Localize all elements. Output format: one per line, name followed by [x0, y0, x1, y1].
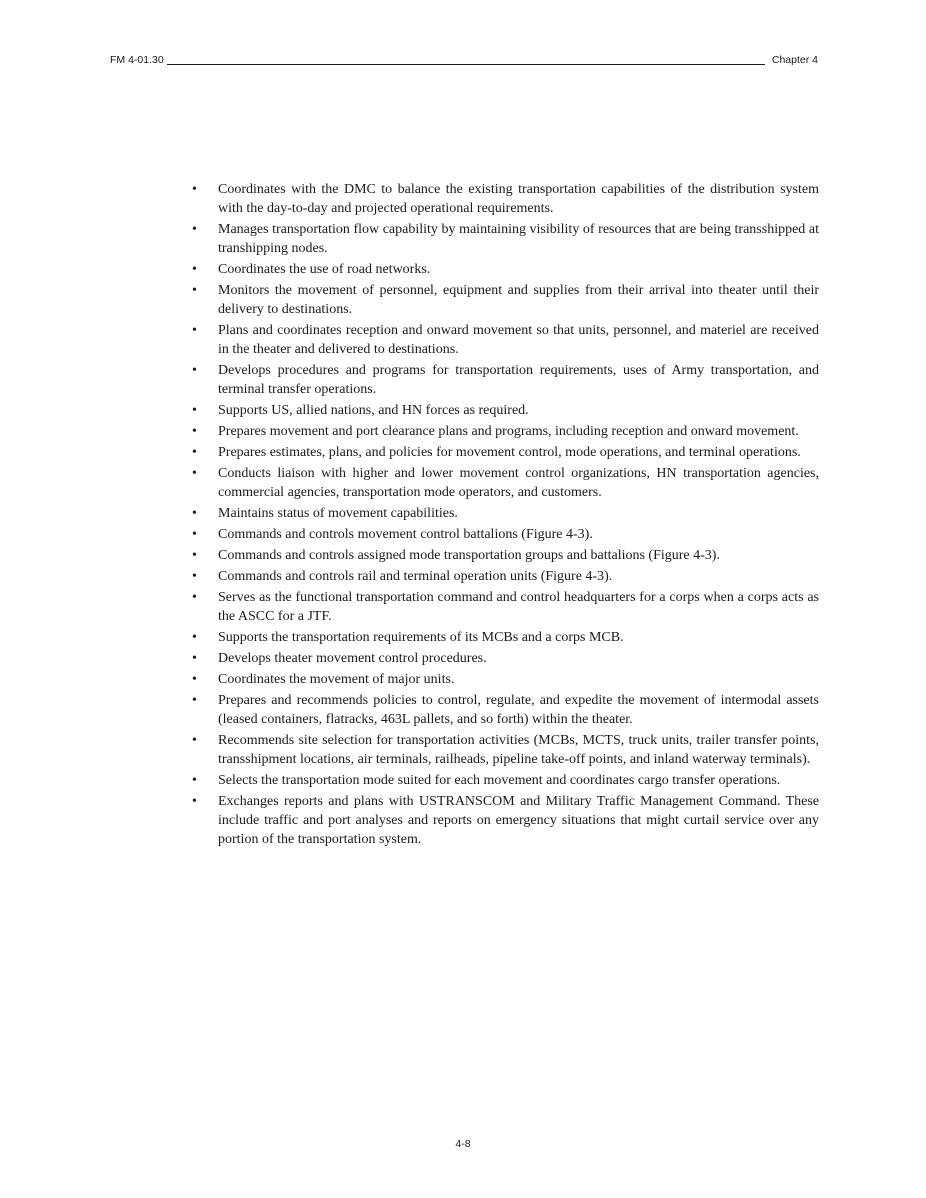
list-item-text: Commands and controls movement control battalions (Figure 4-3). [218, 527, 593, 542]
bullet-icon: • [192, 794, 197, 809]
list-item-text: Commands and controls rail and terminal operation units (Figure 4-3). [218, 569, 613, 584]
list-item-text: Prepares estimates, plans, and policies for movement control, mode operations, and terminal operations. [218, 445, 801, 460]
list-item-text: Monitors the movement of personnel, equipment and supplies from their arrival into theater until their delivery to destinations. [218, 283, 819, 317]
list-item-text: Prepares movement and port clearance plans and programs, including reception and onward movement. [218, 424, 799, 439]
list-item [189, 670, 819, 689]
bullet-icon: • [192, 323, 197, 338]
list-item-text: Manages transportation flow capability by maintaining visibility of resources that are being transshipped at transhipping nodes. [218, 222, 819, 256]
list-item [189, 361, 819, 399]
list-item [189, 525, 819, 544]
header-manual-number: FM 4-01.30 [110, 54, 164, 66]
bullet-icon: • [192, 733, 197, 748]
header-rule [167, 64, 765, 65]
bullet-icon: • [192, 548, 197, 563]
bullet-icon: • [192, 466, 197, 481]
bullet-icon: • [192, 569, 197, 584]
list-item-text: Serves as the functional transportation command and control headquarters for a corps when a corps acts as the ASCC for a JTF. [218, 590, 819, 624]
list-item [189, 546, 819, 565]
bullet-icon: • [192, 693, 197, 708]
list-item-text: Develops theater movement control procedures. [218, 651, 487, 666]
list-item-text: Supports the transportation requirements of its MCBs and a corps MCB. [218, 630, 624, 645]
list-item [189, 422, 819, 441]
list-item [189, 628, 819, 647]
header-chapter: Chapter 4 [771, 54, 818, 66]
bullet-icon: • [192, 363, 197, 378]
list-item-text: Supports US, allied nations, and HN forces as required. [218, 403, 529, 418]
list-item [189, 180, 819, 218]
bullet-icon: • [192, 630, 197, 645]
list-item-text: Selects the transportation mode suited for each movement and coordinates cargo transfer operations. [218, 773, 781, 788]
page-footer [0, 1137, 926, 1151]
list-item [189, 220, 819, 258]
bullet-icon: • [192, 283, 197, 298]
list-item [189, 771, 819, 790]
list-item-text: Develops procedures and programs for transportation requirements, uses of Army transportation, and terminal transfer operations. [218, 363, 819, 397]
list-item-text: Prepares and recommends policies to control, regulate, and expedite the movement of intermodal assets (leased containers, flatracks, 463L pallets, and so forth) within the theater. [218, 693, 819, 727]
list-item [189, 260, 819, 279]
bullet-icon: • [192, 424, 197, 439]
list-item-text: Commands and controls assigned mode transportation groups and battalions (Figure 4-3). [218, 548, 720, 563]
bullet-icon: • [192, 590, 197, 605]
list-item-text: Exchanges reports and plans with USTRANSCOM and Military Traffic Management Command. These include traffic and port analyses and reports on emergency situations that might curtail service over any portion of the transportation system. [218, 794, 819, 847]
bullet-icon: • [192, 222, 197, 237]
list-item [189, 401, 819, 420]
bullet-icon: • [192, 527, 197, 542]
list-item [189, 504, 819, 523]
page-number: 4-8 [455, 1138, 471, 1150]
list-item-text: Coordinates the use of road networks. [218, 262, 431, 277]
list-item [189, 464, 819, 502]
bullet-icon: • [192, 651, 197, 666]
list-item [189, 731, 819, 769]
bullet-icon: • [192, 672, 197, 687]
list-item-text: Maintains status of movement capabilities. [218, 506, 458, 521]
list-item [189, 649, 819, 668]
bullet-icon: • [192, 773, 197, 788]
list-item-text: Conducts liaison with higher and lower movement control organizations, HN transportation agencies, commercial agencies, transportation mode operators, and customers. [218, 466, 819, 500]
list-item-text: Plans and coordinates reception and onward movement so that units, personnel, and materiel are received in the theater and delivered to destinations. [218, 323, 819, 357]
list-item [189, 792, 819, 849]
list-item-text: Coordinates with the DMC to balance the existing transportation capabilities of the distribution system with the day-to-day and projected operational requirements. [218, 182, 819, 216]
bullet-icon: • [192, 445, 197, 460]
list-item-text: Coordinates the movement of major units. [218, 672, 455, 687]
bullet-icon: • [192, 182, 197, 197]
list-item [189, 443, 819, 462]
bullet-icon: • [192, 262, 197, 277]
list-item [189, 567, 819, 586]
list-item [189, 321, 819, 359]
list-item [189, 588, 819, 626]
bullet-list [189, 180, 819, 851]
bullet-icon: • [192, 403, 197, 418]
bullet-icon: • [192, 506, 197, 521]
list-item [189, 281, 819, 319]
list-item-text: Recommends site selection for transportation activities (MCBs, MCTS, truck units, trailer transfer points, transshipment locations, air terminals, railheads, pipeline take-off points, and inland waterway terminals). [218, 733, 819, 767]
page-header [110, 53, 818, 67]
list-item [189, 691, 819, 729]
